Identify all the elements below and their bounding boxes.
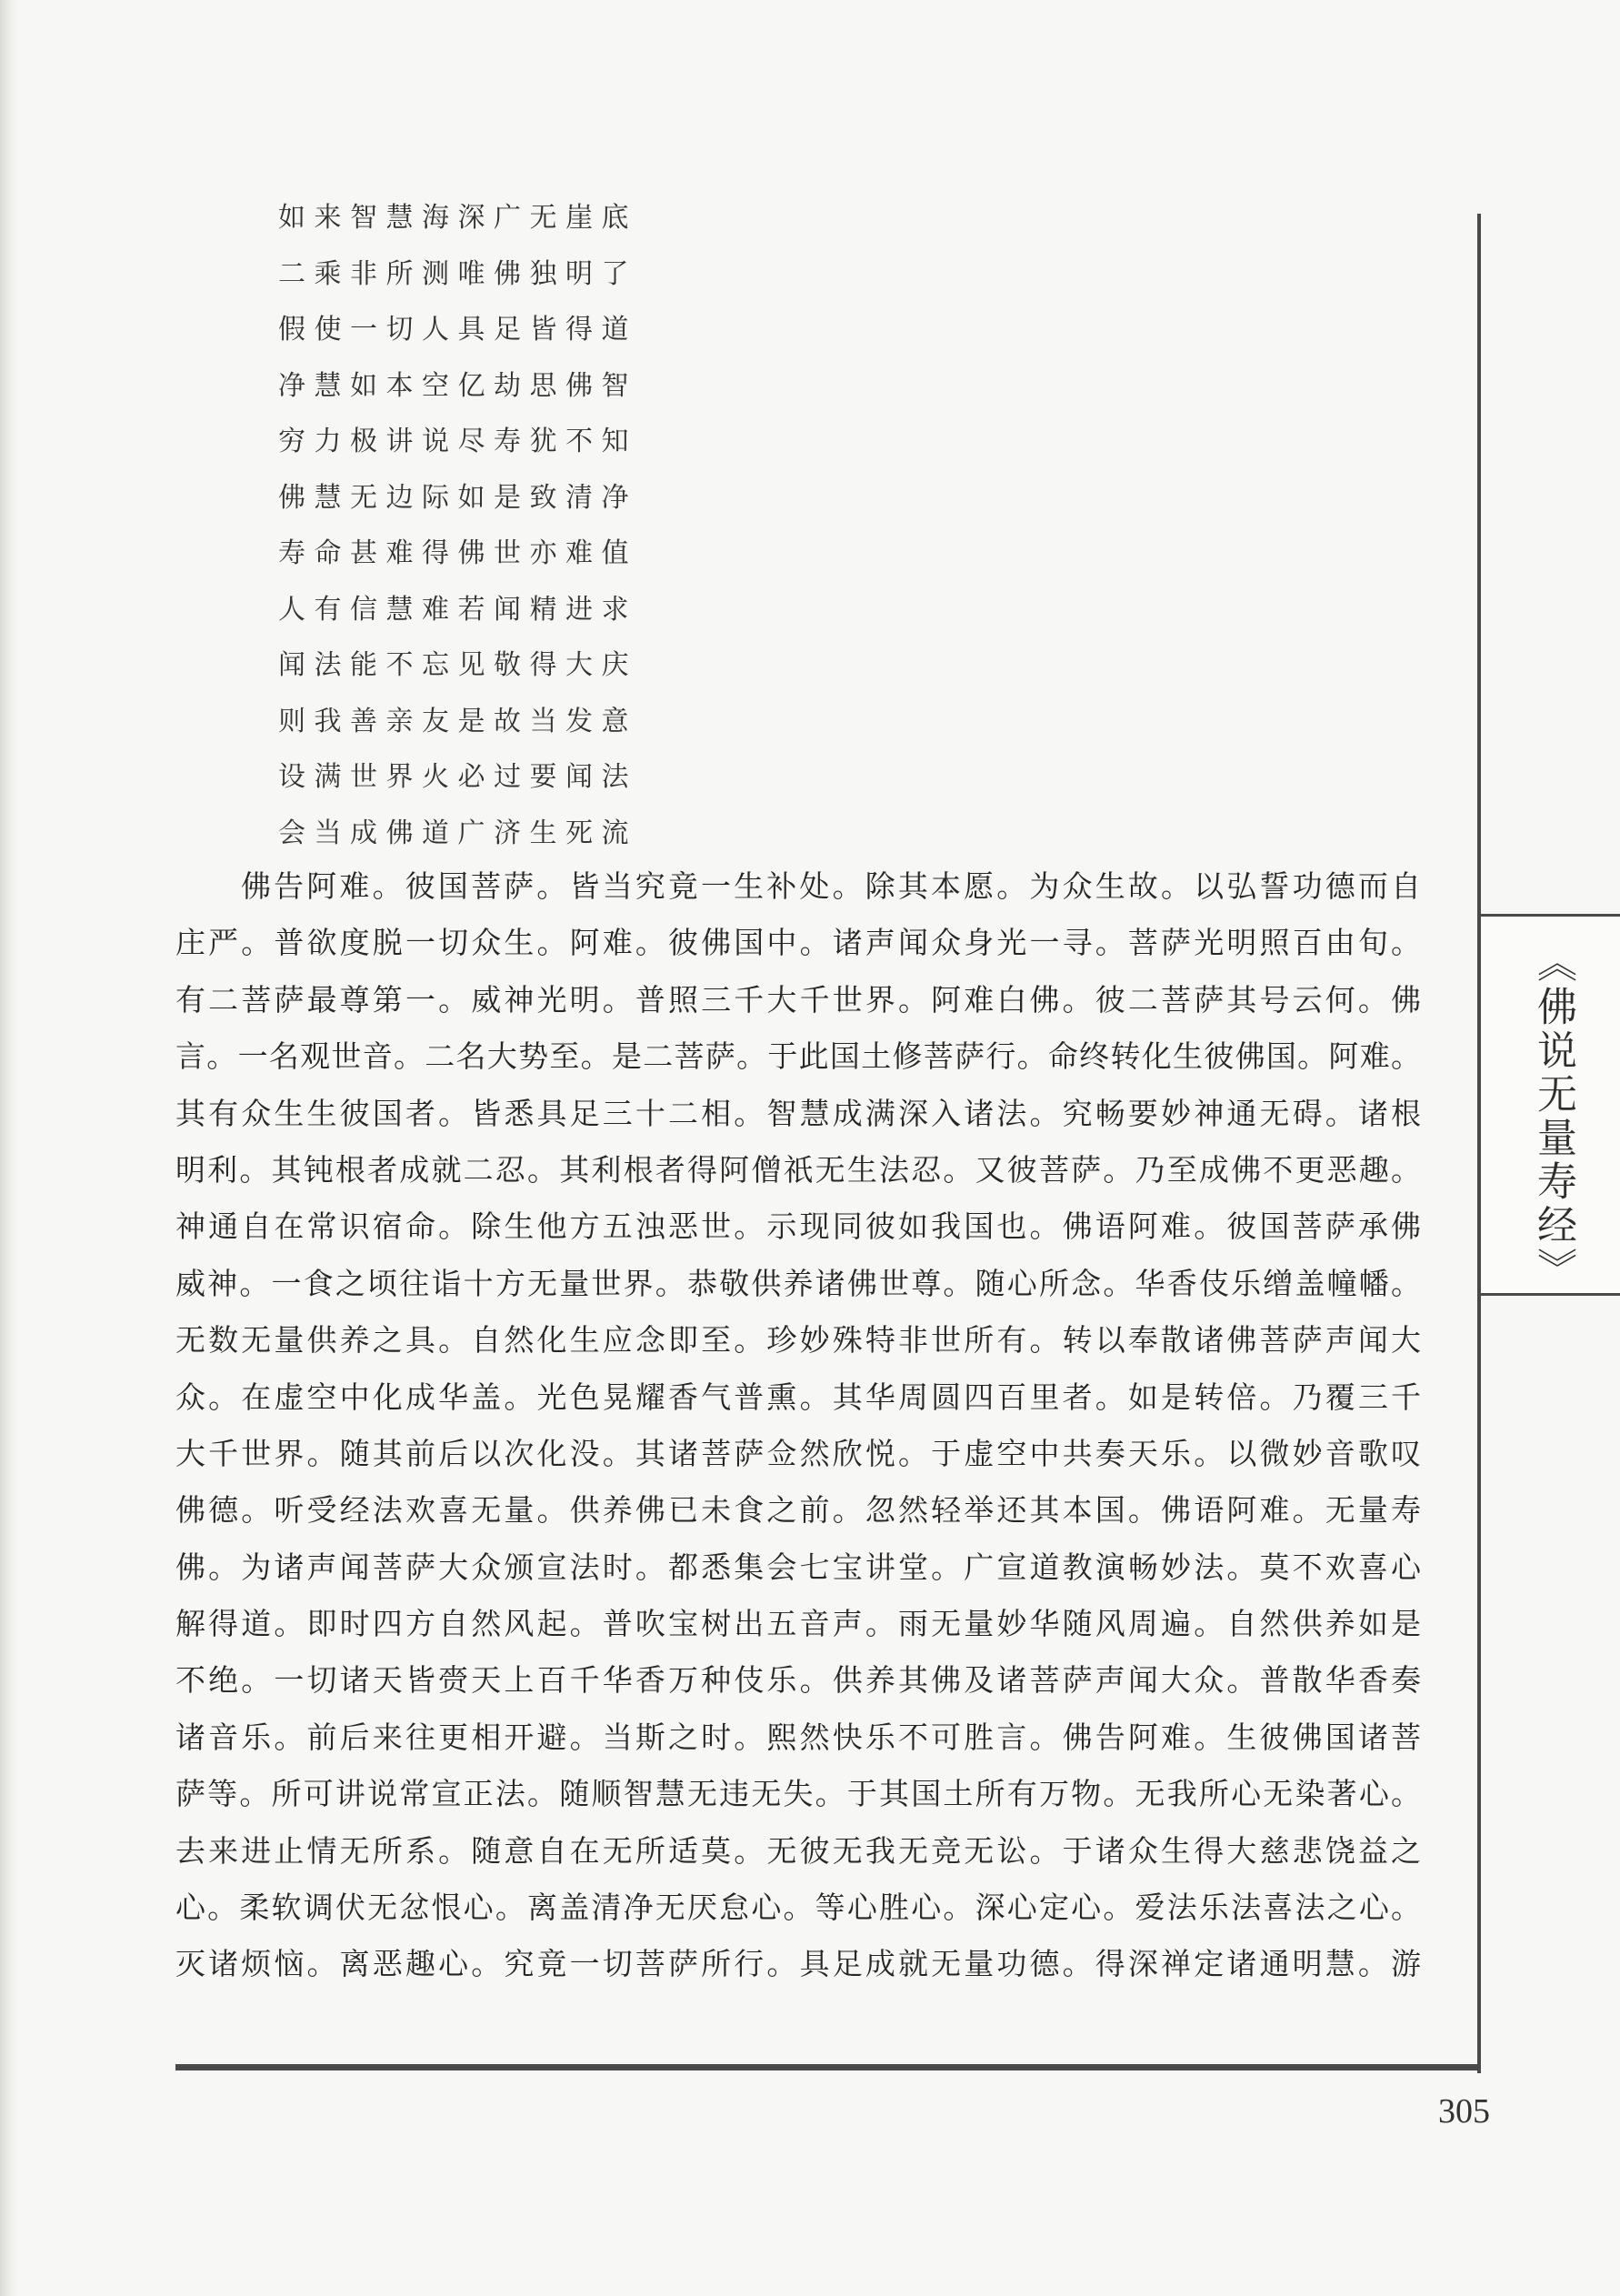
prose-line: 佛告阿难。彼国菩萨。皆当究竟一生补处。除其本愿。为众生故。以弘誓功德而自 xyxy=(241,868,1421,904)
verse-line: 假使一切人具足皆得道 xyxy=(278,314,637,346)
prose-line: 萨等。所可讲说常宣正法。随顺智慧无违无失。于其国土所有万物。无我所心无染著心。 xyxy=(175,1776,1421,1812)
page-binding-shadow xyxy=(0,0,18,2296)
prose-line: 庄严。普欲度脱一切众生。阿难。彼佛国中。诸声闻众身光一寻。菩萨光明照百由旬。 xyxy=(175,925,1421,961)
verse-line: 佛慧无边际如是致清净 xyxy=(278,481,637,514)
prose-paragraph xyxy=(175,858,1421,1993)
verse-line: 会当成佛道广济生死流 xyxy=(278,817,637,849)
prose-line: 诸音乐。前后来往更相开避。当斯之时。熙然快乐不可胜言。佛告阿难。生彼佛国诸菩 xyxy=(175,1719,1421,1755)
prose-line: 明利。其钝根者成就二忍。其利根者得阿僧祇无生法忍。又彼菩萨。乃至成佛不更恶趣。 xyxy=(175,1151,1421,1188)
prose-line: 去来进止情无所系。随意自在无所适莫。无彼无我无竞无讼。于诸众生得大慈悲饶益之 xyxy=(175,1832,1421,1869)
verse-line: 闻法能不忘见敬得大庆 xyxy=(278,649,637,681)
verse-line: 寿命甚难得佛世亦难值 xyxy=(278,537,637,569)
verse-line: 净慧如本空亿劫思佛智 xyxy=(278,369,637,402)
prose-line: 佛德。听受经法欢喜无量。供养佛已未食之前。忽然轻举还其本国。佛语阿难。无量寿 xyxy=(175,1492,1421,1529)
prose-line: 威神。一食之顷往诣十方无量世界。恭敬供养诸佛世尊。随心所念。华香伎乐缯盖幢幡。 xyxy=(175,1265,1421,1301)
prose-line: 解得道。即时四方自然风起。普吹宝树出五音声。雨无量妙华随风周遍。自然供养如是 xyxy=(175,1606,1421,1642)
prose-line: 其有众生生彼国者。皆悉具足三十二相。智慧成满深入诸法。究畅要妙神通无碍。诸根 xyxy=(175,1095,1421,1131)
verse-line: 则我善亲友是故当发意 xyxy=(278,705,637,737)
prose-line: 有二菩萨最尊第一。威神光明。普照三千大千世界。阿难白佛。彼二菩萨其号云何。佛 xyxy=(175,981,1421,1018)
prose-line: 灭诸烦恼。离恶趣心。究竟一切菩萨所行。具足成就无量功德。得深禅定诸通明慧。游 xyxy=(175,1946,1421,1982)
verse-line: 人有信慧难若闻精进求 xyxy=(278,593,637,626)
book-title: 《佛说无量寿经》 xyxy=(1530,942,1576,1291)
verse-line: 如来智慧海深广无崖底 xyxy=(278,202,637,234)
prose-line: 不绝。一切诸天皆赍天上百千华香万种伎乐。供养其佛及诸菩萨声闻大众。普散华香奏 xyxy=(175,1662,1421,1699)
prose-line: 言。一名观世音。二名大势至。是二菩萨。于此国土修菩萨行。命终转化生彼佛国。阿难。 xyxy=(175,1038,1421,1075)
prose-line: 众。在虚空中化成华盖。光色晃耀香气普熏。其华周圆四百里者。如是转倍。乃覆三千 xyxy=(175,1379,1421,1415)
prose-line: 心。柔软调伏无忿恨心。离盖清净无厌怠心。等心胜心。深心定心。爱法乐法喜法之心。 xyxy=(175,1890,1421,1926)
prose-line: 佛。为诸声闻菩萨大众颁宣法时。都悉集会七宝讲堂。广宣道教演畅妙法。莫不欢喜心 xyxy=(175,1549,1421,1585)
verse-line: 穷力极讲说尽寿犹不知 xyxy=(278,426,637,457)
verse-line: 二乘非所测唯佛独明了 xyxy=(278,257,637,290)
verse-line: 设满世界火必过要闻法 xyxy=(278,761,637,793)
page-number: 305 xyxy=(1438,2092,1490,2131)
prose-line: 无数无量供养之具。自然化生应念即至。珍妙殊特非世所有。转以奉散诸佛菩萨声闻大 xyxy=(175,1322,1421,1359)
prose-line: 大千世界。随其前后以次化没。其诸菩萨佥然欣悦。于虚空中共奏天乐。以微妙音歌叹 xyxy=(175,1435,1421,1471)
prose-line: 神通自在常识宿命。除生他方五浊恶世。示现同彼如我国也。佛语阿难。彼国菩萨承佛 xyxy=(175,1208,1421,1245)
chapter-side-tab xyxy=(1481,914,1620,1296)
bottom-rule xyxy=(175,2064,1481,2070)
verse-block xyxy=(278,190,637,861)
